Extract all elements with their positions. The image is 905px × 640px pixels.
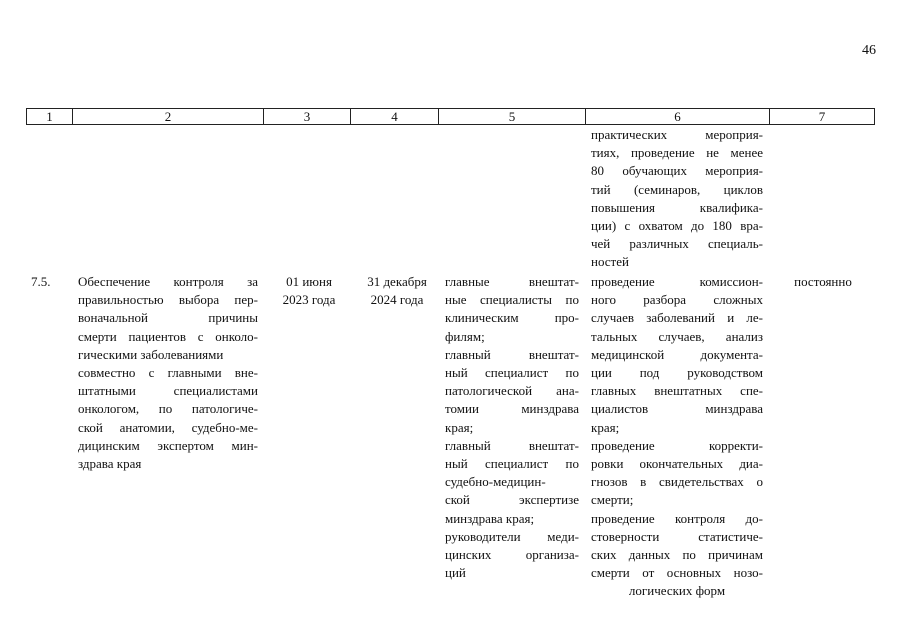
text-line: главный внештат- (445, 437, 579, 453)
table-header-row (26, 108, 875, 125)
header-col-5: 5 (439, 109, 586, 124)
text-line: 2023 года (282, 292, 336, 308)
text-line: цинских организа- (445, 547, 579, 563)
text-line: минздрава края; (445, 510, 535, 526)
text-line: ностей (591, 254, 629, 270)
text-line: проведение корректи- (591, 437, 763, 453)
row-responsible (445, 273, 579, 582)
text-line: судебно-медицин- (445, 474, 546, 490)
text-line: воначальной причины (78, 310, 258, 326)
text-line: логических форм (628, 583, 726, 599)
text-line: томии минздрава (445, 401, 579, 417)
text-line: ской экспертизе (445, 492, 579, 508)
header-col-6: 6 (586, 109, 770, 124)
text-line: ные специалисты по (445, 292, 579, 308)
row-number: 7.5. (31, 274, 51, 289)
text-line: ции) с охватом до 180 вра- (591, 218, 763, 234)
text-line: 80 обучающих мероприя- (591, 163, 763, 179)
text-line: дицинским экспертом мин- (78, 437, 258, 453)
text-line: тий (семинаров, циклов (591, 181, 763, 197)
page-number: 46 (862, 43, 876, 58)
text-line: патологической ана- (445, 383, 579, 399)
text-line: повышения квалифика- (591, 199, 763, 215)
text-line: проведение комиссион- (591, 274, 763, 289)
text-line: 31 декабря (367, 274, 427, 289)
text-line: ской анатомии, судебно-ме- (78, 419, 258, 435)
row-periodicity: постоянно (794, 274, 852, 289)
continuation-col6-text (591, 126, 763, 272)
text-line: края; (591, 419, 620, 435)
text-line: филям; (445, 328, 485, 344)
text-line: ный специалист по (445, 365, 579, 381)
text-line: руководители меди- (445, 528, 579, 544)
text-line: гическими заболеваниями (78, 346, 224, 362)
text-line: стоверности статистиче- (591, 528, 763, 544)
text-line: ских данных по причинам (591, 547, 763, 563)
header-col-2: 2 (73, 109, 264, 124)
text-line: ции под руководством (591, 365, 763, 381)
row-end-date (353, 273, 441, 309)
text-line: ций (445, 565, 466, 581)
text-line: 2024 года (370, 292, 424, 308)
text-line: тальных случаев, анализ (591, 328, 763, 344)
header-col-3: 3 (264, 109, 351, 124)
row-start-date (266, 273, 352, 309)
row-expected-result (591, 273, 763, 601)
text-line: медицинской документа- (591, 346, 763, 362)
text-line: главных внештатных спе- (591, 383, 763, 399)
text-line: смерти пациентов с онколо- (78, 328, 258, 344)
text-line: главные внештат- (445, 274, 579, 289)
text-line: правильностью выбора пер- (78, 292, 258, 308)
text-line: смерти; (591, 492, 634, 508)
text-line: чей различных специаль- (591, 236, 763, 252)
text-line: здрава края (78, 456, 142, 472)
header-col-1: 1 (27, 109, 73, 124)
text-line: края; (445, 419, 474, 435)
text-line: проведение контроля до- (591, 510, 763, 526)
text-line: гнозов в свидетельствах о (591, 474, 763, 490)
text-line: смерти от основных нозо- (591, 565, 763, 581)
row-task-description (78, 273, 258, 473)
text-line: циалистов минздрава (591, 401, 763, 417)
text-line: клиническим про- (445, 310, 579, 326)
text-line: ного разбора сложных (591, 292, 763, 308)
text-line: 01 июня (286, 274, 332, 289)
text-line: случаев заболеваний и ле- (591, 310, 763, 326)
text-line: ный специалист по (445, 456, 579, 472)
text-line: главный внештат- (445, 346, 579, 362)
header-col-7: 7 (818, 109, 826, 124)
text-line: онкологом, по патологиче- (78, 401, 258, 417)
text-line: штатными специалистами (78, 383, 258, 399)
header-col-4: 4 (351, 109, 439, 124)
text-line: практических мероприя- (591, 127, 763, 142)
text-line: ровки окончательных диа- (591, 456, 763, 472)
text-line: совместно с главными вне- (78, 365, 258, 381)
text-line: тиях, проведение не менее (591, 145, 763, 161)
text-line: Обеспечение контроля за (78, 274, 258, 289)
